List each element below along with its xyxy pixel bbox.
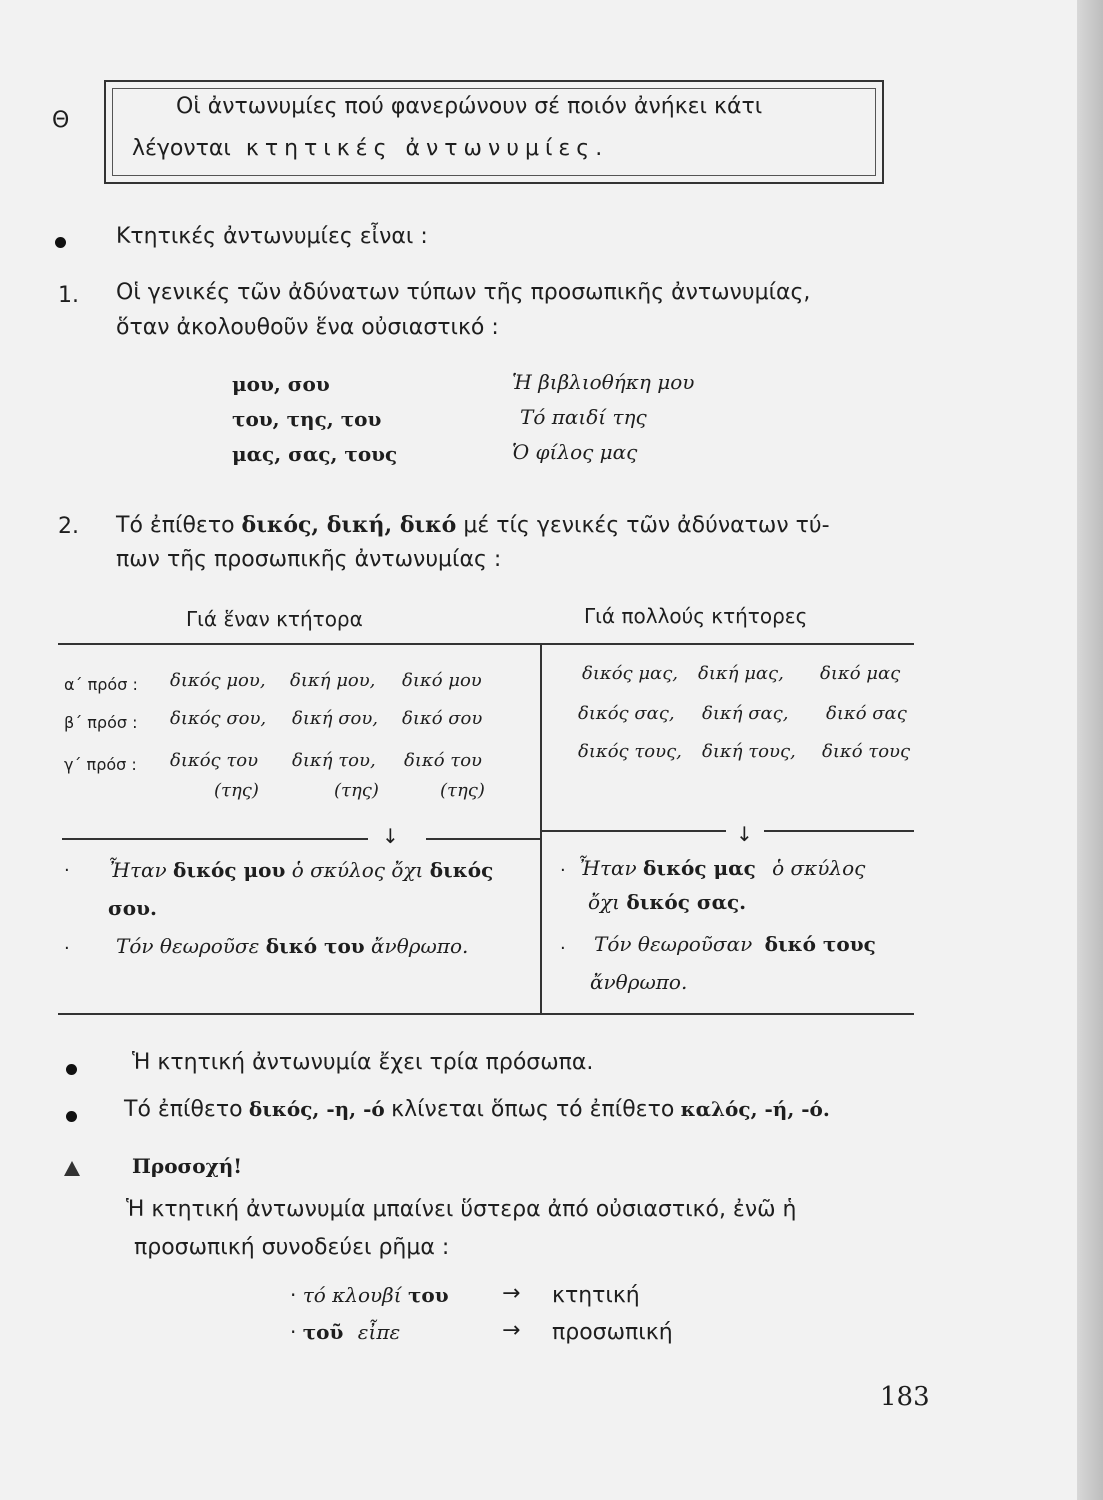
left-ex1-d: δικός [429,858,494,882]
right-example-1-cont [588,890,746,914]
right-ex1-c: ὁ σκύλος [772,856,866,880]
single-3a: δικός του [170,750,259,771]
attention-ex2-b: εἶπε [357,1320,401,1344]
right-example-2 [594,932,876,956]
plural-1b: δική μας, [698,663,784,684]
col-header-left: Γιά ἕναν κτήτορα [186,607,363,631]
point2-line2: πων τῆς προσωπικῆς ἀντωνυμίας : [116,547,502,572]
note2-d: καλός, -ή, -ό. [680,1097,830,1121]
right-ex1-e: δικός σας. [626,890,747,914]
point2-number: 2. [58,514,79,539]
example-bullet-2: · [64,938,70,959]
feminine-alt-2: (της) [334,780,379,801]
feminine-alt-1: (της) [214,780,259,801]
single-2b: δική σου, [292,708,378,729]
note2-b: δικός, -η, -ό [248,1097,385,1121]
point2-text-a: Τό ἐπίθετο [116,513,235,538]
person-2: β΄ πρόσ : [64,713,138,732]
page-number: 183 [880,1382,930,1412]
single-3c: δικό του [404,750,482,771]
definition-term: κτητικές ἀντωνυμίες. [245,136,609,161]
left-ex1-a: Ἦταν [108,858,167,882]
point2-text-c: μέ τίς γενικές τῶν ἀδύνατων τύ- [463,513,830,538]
right-ex1-a: Ἦταν [578,856,637,880]
point1-line2: ὅταν ἀκολουθοῦν ἕνα οὐσιαστικό : [116,315,499,340]
form-3: μας, σας, τους [232,442,398,466]
plural-3b: δική τους, [702,741,796,762]
bullet [66,1064,77,1075]
single-2c: δικό σου [402,708,483,729]
attention-title: Προσοχή! [132,1154,243,1178]
arrow-down-icon-right: ↓ [736,822,753,846]
right-ex2-a: Τόν θεωροῦσαν [594,932,753,956]
attention-ex2-c: προσωπική [552,1320,673,1345]
left-ex2-c: ἄνθρωπο. [371,934,469,958]
single-1a: δικός μου, [170,670,266,691]
single-1b: δική μου, [290,670,376,691]
point2-line1 [116,512,830,538]
table-bottom-rule [58,1013,914,1015]
right-example-1 [578,856,865,880]
example-2: Τό παιδί της [520,405,647,429]
bullet [55,237,66,248]
example-1: Ἡ βιβλιοθήκη μου [512,370,695,394]
bullet [66,1111,77,1122]
attention-ex1-b: του [407,1283,449,1307]
single-3b: δική του, [292,750,376,771]
plural-2c: δικό σας [826,703,907,724]
right-ex2-c: ἄνθρωπο. [590,970,688,994]
example-bullet-3: · [560,860,566,881]
arrow-rule-right-a [542,830,726,832]
plural-2a: δικός σας, [578,703,675,724]
note-1: Ἡ κτητική ἀντωνυμία ἔχει τρία πρόσωπα. [132,1050,594,1075]
plural-2b: δική σας, [702,703,789,724]
right-ex1-b: δικός μας [643,856,756,880]
attention-ex2-a: τοῦ [302,1320,344,1344]
example-bullet-1: · [64,860,70,881]
attention-example-1: · τό κλουβί του [290,1283,449,1307]
page-edge [1077,0,1103,1500]
warning-triangle-icon [64,1161,80,1176]
right-ex1-d: ὄχι [588,890,621,914]
form-1: μου, σου [232,372,330,396]
left-example-2 [116,934,468,958]
definition-line-1: Οἱ ἀντωνυμίες πού φανερώνουν σέ ποιόν ἀνήκει κάτι [176,94,763,119]
plural-1a: δικός μας, [582,663,678,684]
left-ex1-e: σου. [108,896,157,920]
single-2a: δικός σου, [170,708,267,729]
example-3: Ὁ φίλος μας [512,440,638,464]
person-3: γ΄ πρόσ : [64,755,137,774]
note-2 [124,1097,830,1122]
note2-a: Τό ἐπίθετο [124,1097,243,1122]
example-bullet-4: · [560,938,566,959]
left-example-1 [108,858,493,882]
left-ex1-c: ὁ σκύλος ὄχι [291,858,424,882]
intro-text: Κτητικές ἀντωνυμίες εἶναι : [116,224,428,249]
attention-line1: Ἡ κτητική ἀντωνυμία μπαίνει ὕστερα ἀπό οὐσιαστικό, ἐνῶ ἡ [126,1197,797,1222]
form-2: του, της, του [232,407,382,431]
point1-number: 1. [58,283,79,308]
attention-example-2: · τοῦ εἶπε [290,1320,401,1344]
point1-line1: Οἱ γενικές τῶν ἀδύνατων τύπων τῆς προσωπικῆς ἀντωνυμίας, [116,280,811,305]
definition-line-2 [132,136,608,161]
person-1: α΄ πρόσ : [64,675,138,694]
left-ex1-b: δικός μου [173,858,286,882]
left-ex2-a: Τόν θεωροῦσε [116,934,260,958]
arrow-rule-left-b [426,838,540,840]
note2-c: κλίνεται ὅπως τό ἐπίθετο [391,1097,675,1122]
arrow-rule-left-a [62,838,368,840]
plural-3a: δικός τους, [578,741,682,762]
plural-3c: δικό τους [822,741,911,762]
single-1c: δικό μου [402,670,482,691]
arrow-right-icon: → [502,1281,521,1306]
arrow-right-icon: → [502,1318,521,1343]
section-mark: Θ [52,108,70,133]
definition-prefix: λέγονται [132,136,231,161]
arrow-down-icon: ↓ [382,824,399,848]
arrow-rule-right-b [764,830,914,832]
left-ex2-b: δικό του [265,934,365,958]
table-column-divider [540,643,542,1015]
attention-ex1-a: τό κλουβί [302,1283,402,1307]
col-header-right: Γιά πολλούς κτήτορες [584,604,808,628]
point2-text-b: δικός, δική, δικό [241,512,457,538]
feminine-alt-3: (της) [440,780,485,801]
table-header-rule [58,643,914,645]
attention-ex1-c: κτητική [552,1283,640,1308]
plural-1c: δικό μας [820,663,901,684]
attention-line2: προσωπική συνοδεύει ρῆμα : [134,1235,450,1260]
right-ex2-b: δικό τους [764,932,876,956]
